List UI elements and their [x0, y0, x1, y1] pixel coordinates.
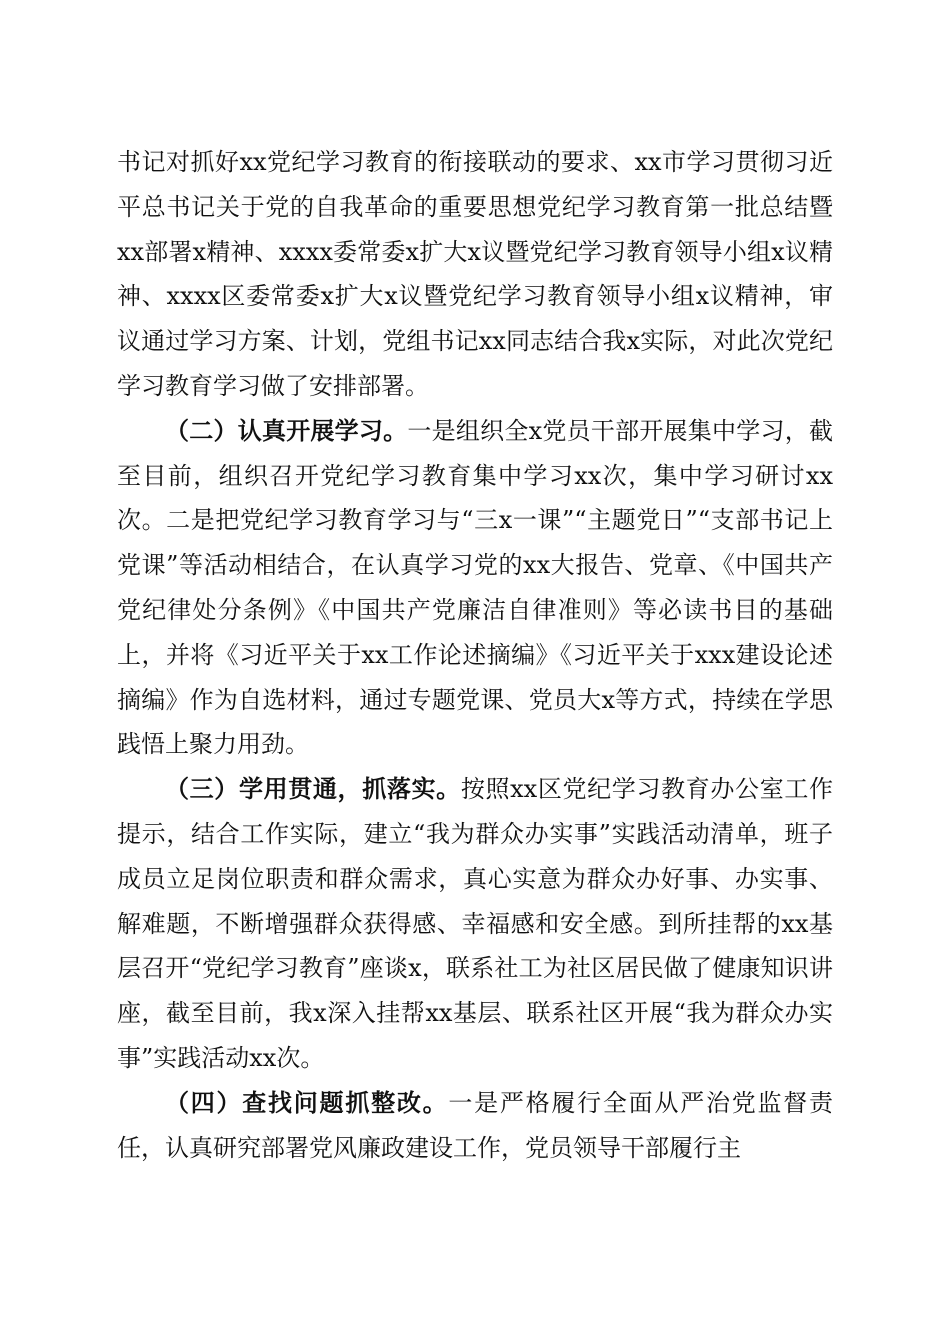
section-heading: （二）认真开展学习。 [165, 415, 408, 445]
paragraph-section-3 [117, 767, 833, 1081]
section-heading: （四）查找问题抓整改。 [165, 1087, 449, 1117]
paragraph-body: 一是严格履行全面从严治党监督责任，认真研究部署党风廉政建设工作，党员领导干部履行主 [117, 1088, 833, 1162]
paragraph-body: 一是组织全x党员干部开展集中学习，截至目前，组织召开党纪学习教育集中学习xx次，集中学习研讨xx次。二是把党纪学习教育学习与“三x一课”“主题党日”“支部书记上党课”等活动相结合，在认真学习党的xx大报告、党章、《中国共产党纪律处分条例》《中国共产党廉洁自律准则》等必读书目的基础上，并将《习近平关于xx工作论述摘编》《习近平关于xxx建设论述摘编》作为自选材料，通过专题党课、党员大x等方式，持续在学思践悟上聚力用劲。 [117, 416, 833, 759]
paragraph-section-2 [117, 409, 833, 767]
paragraph-continued [117, 140, 833, 409]
section-heading: （三）学用贯通，抓落实。 [165, 774, 461, 804]
paragraph-body: 按照xx区党纪学习教育办公室工作提示，结合工作实际，建立“我为群众办实事”实践活动清单，班子成员立足岗位职责和群众需求，真心实意为群众办好事、办实事、解难题，不断增强群众获得感、幸福感和安全感。到所挂帮的xx基层召开“党纪学习教育”座谈x，联系社工为社区居民做了健康知识讲座，截至目前，我x深入挂帮xx基层、联系社区开展“我为群众办实事”实践活动xx次。 [117, 775, 833, 1072]
paragraph-body: 书记对抓好xx党纪学习教育的衔接联动的要求、xx市学习贯彻习近平总书记关于党的自我革命的重要思想党纪学习教育第一批总结暨xx部署x精神、xxxx委常委x扩大x议暨党纪学习教育领导小组x议精神、xxxx区委常委x扩大x议暨党纪学习教育领导小组x议精神，审议通过学习方案、计划，党组书记xx同志结合我x实际，对此次党纪学习教育学习做了安排部署。 [117, 148, 833, 400]
paragraph-section-4 [117, 1081, 833, 1171]
document-body [117, 140, 833, 1170]
